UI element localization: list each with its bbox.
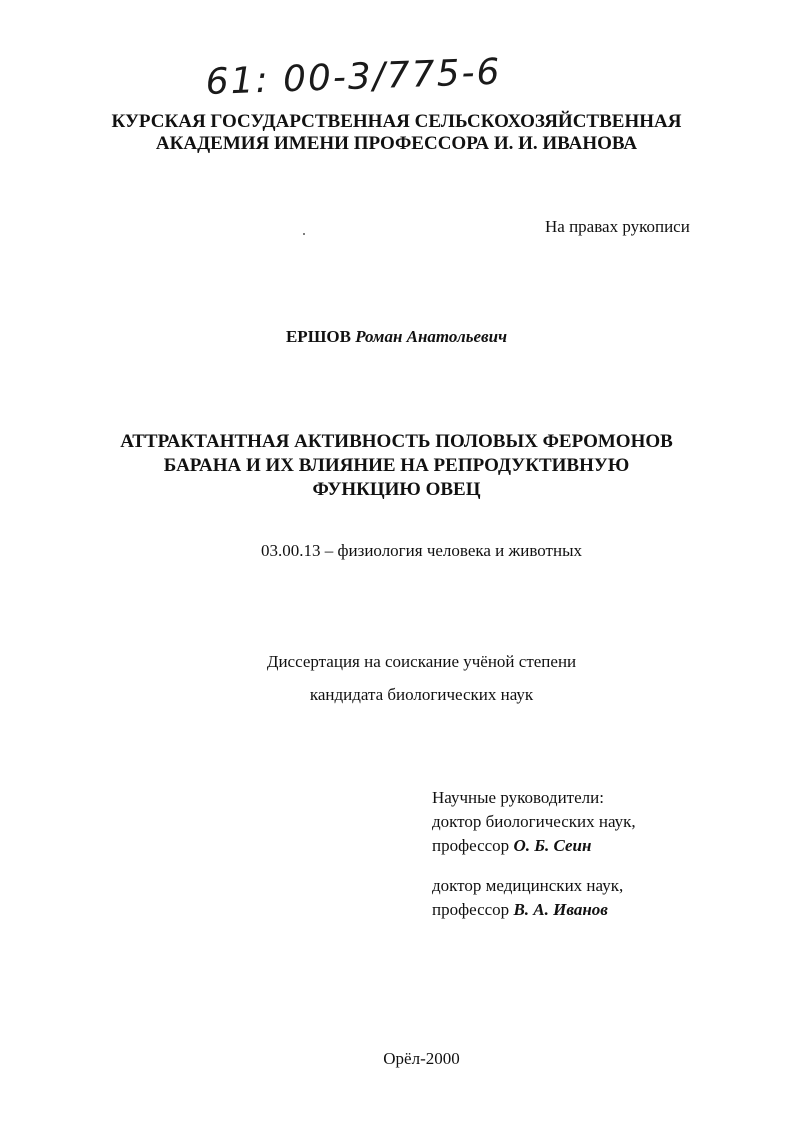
advisor-2-line — [432, 898, 623, 922]
advisor-2-degree: доктор медицинских наук, — [432, 876, 624, 895]
advisors-heading: Научные руководители: — [432, 788, 604, 807]
advisor-1-degree: доктор биологических наук, — [432, 812, 636, 831]
advisor-1-line — [432, 834, 636, 858]
advisor-block-2 — [432, 874, 623, 922]
scan-speck — [303, 233, 305, 235]
place-and-year: Орёл-2000 — [383, 1049, 460, 1068]
institution-name-line-1: КУРСКАЯ ГОСУДАРСТВЕННАЯ СЕЛЬСКОХОЗЯЙСТВЕННАЯ — [111, 111, 682, 132]
author-surname: ЕРШОВ — [285, 327, 351, 346]
dissertation-title-line-2: БАРАНА И ИХ ВЛИЯНИЕ НА РЕПРОДУКТИВНУЮ — [163, 455, 630, 476]
author-name — [0, 327, 793, 347]
advisor-1-title: профессор — [432, 836, 510, 855]
advisor-2-title: профессор — [432, 900, 510, 919]
advisor-block-1 — [432, 786, 636, 858]
handwritten-archive-number: 61: 00-3/775-6 — [205, 51, 503, 103]
dissertation-title-line-3: ФУНКЦИЮ ОВЕЦ — [312, 479, 481, 500]
manuscript-rights-note: На правах рукописи — [545, 217, 690, 236]
specialty-code: 03.00.13 – физиология человека и животных — [261, 541, 582, 560]
dissertation-title-line-1: АТТРАКТАНТНАЯ АКТИВНОСТЬ ПОЛОВЫХ ФЕРОМОНОВ — [120, 431, 673, 452]
advisor-2-name: В. А. Иванов — [513, 900, 608, 919]
advisor-1-name: О. Б. Сеин — [513, 836, 592, 855]
degree-line-2: кандидата биологических наук — [309, 685, 534, 704]
institution-name-line-2: АКАДЕМИЯ ИМЕНИ ПРОФЕССОРА И. И. ИВАНОВА — [155, 133, 638, 154]
author-given-names: Роман Анатольевич — [355, 327, 508, 346]
degree-line-1: Диссертация на соискание учёной степени — [266, 652, 577, 671]
